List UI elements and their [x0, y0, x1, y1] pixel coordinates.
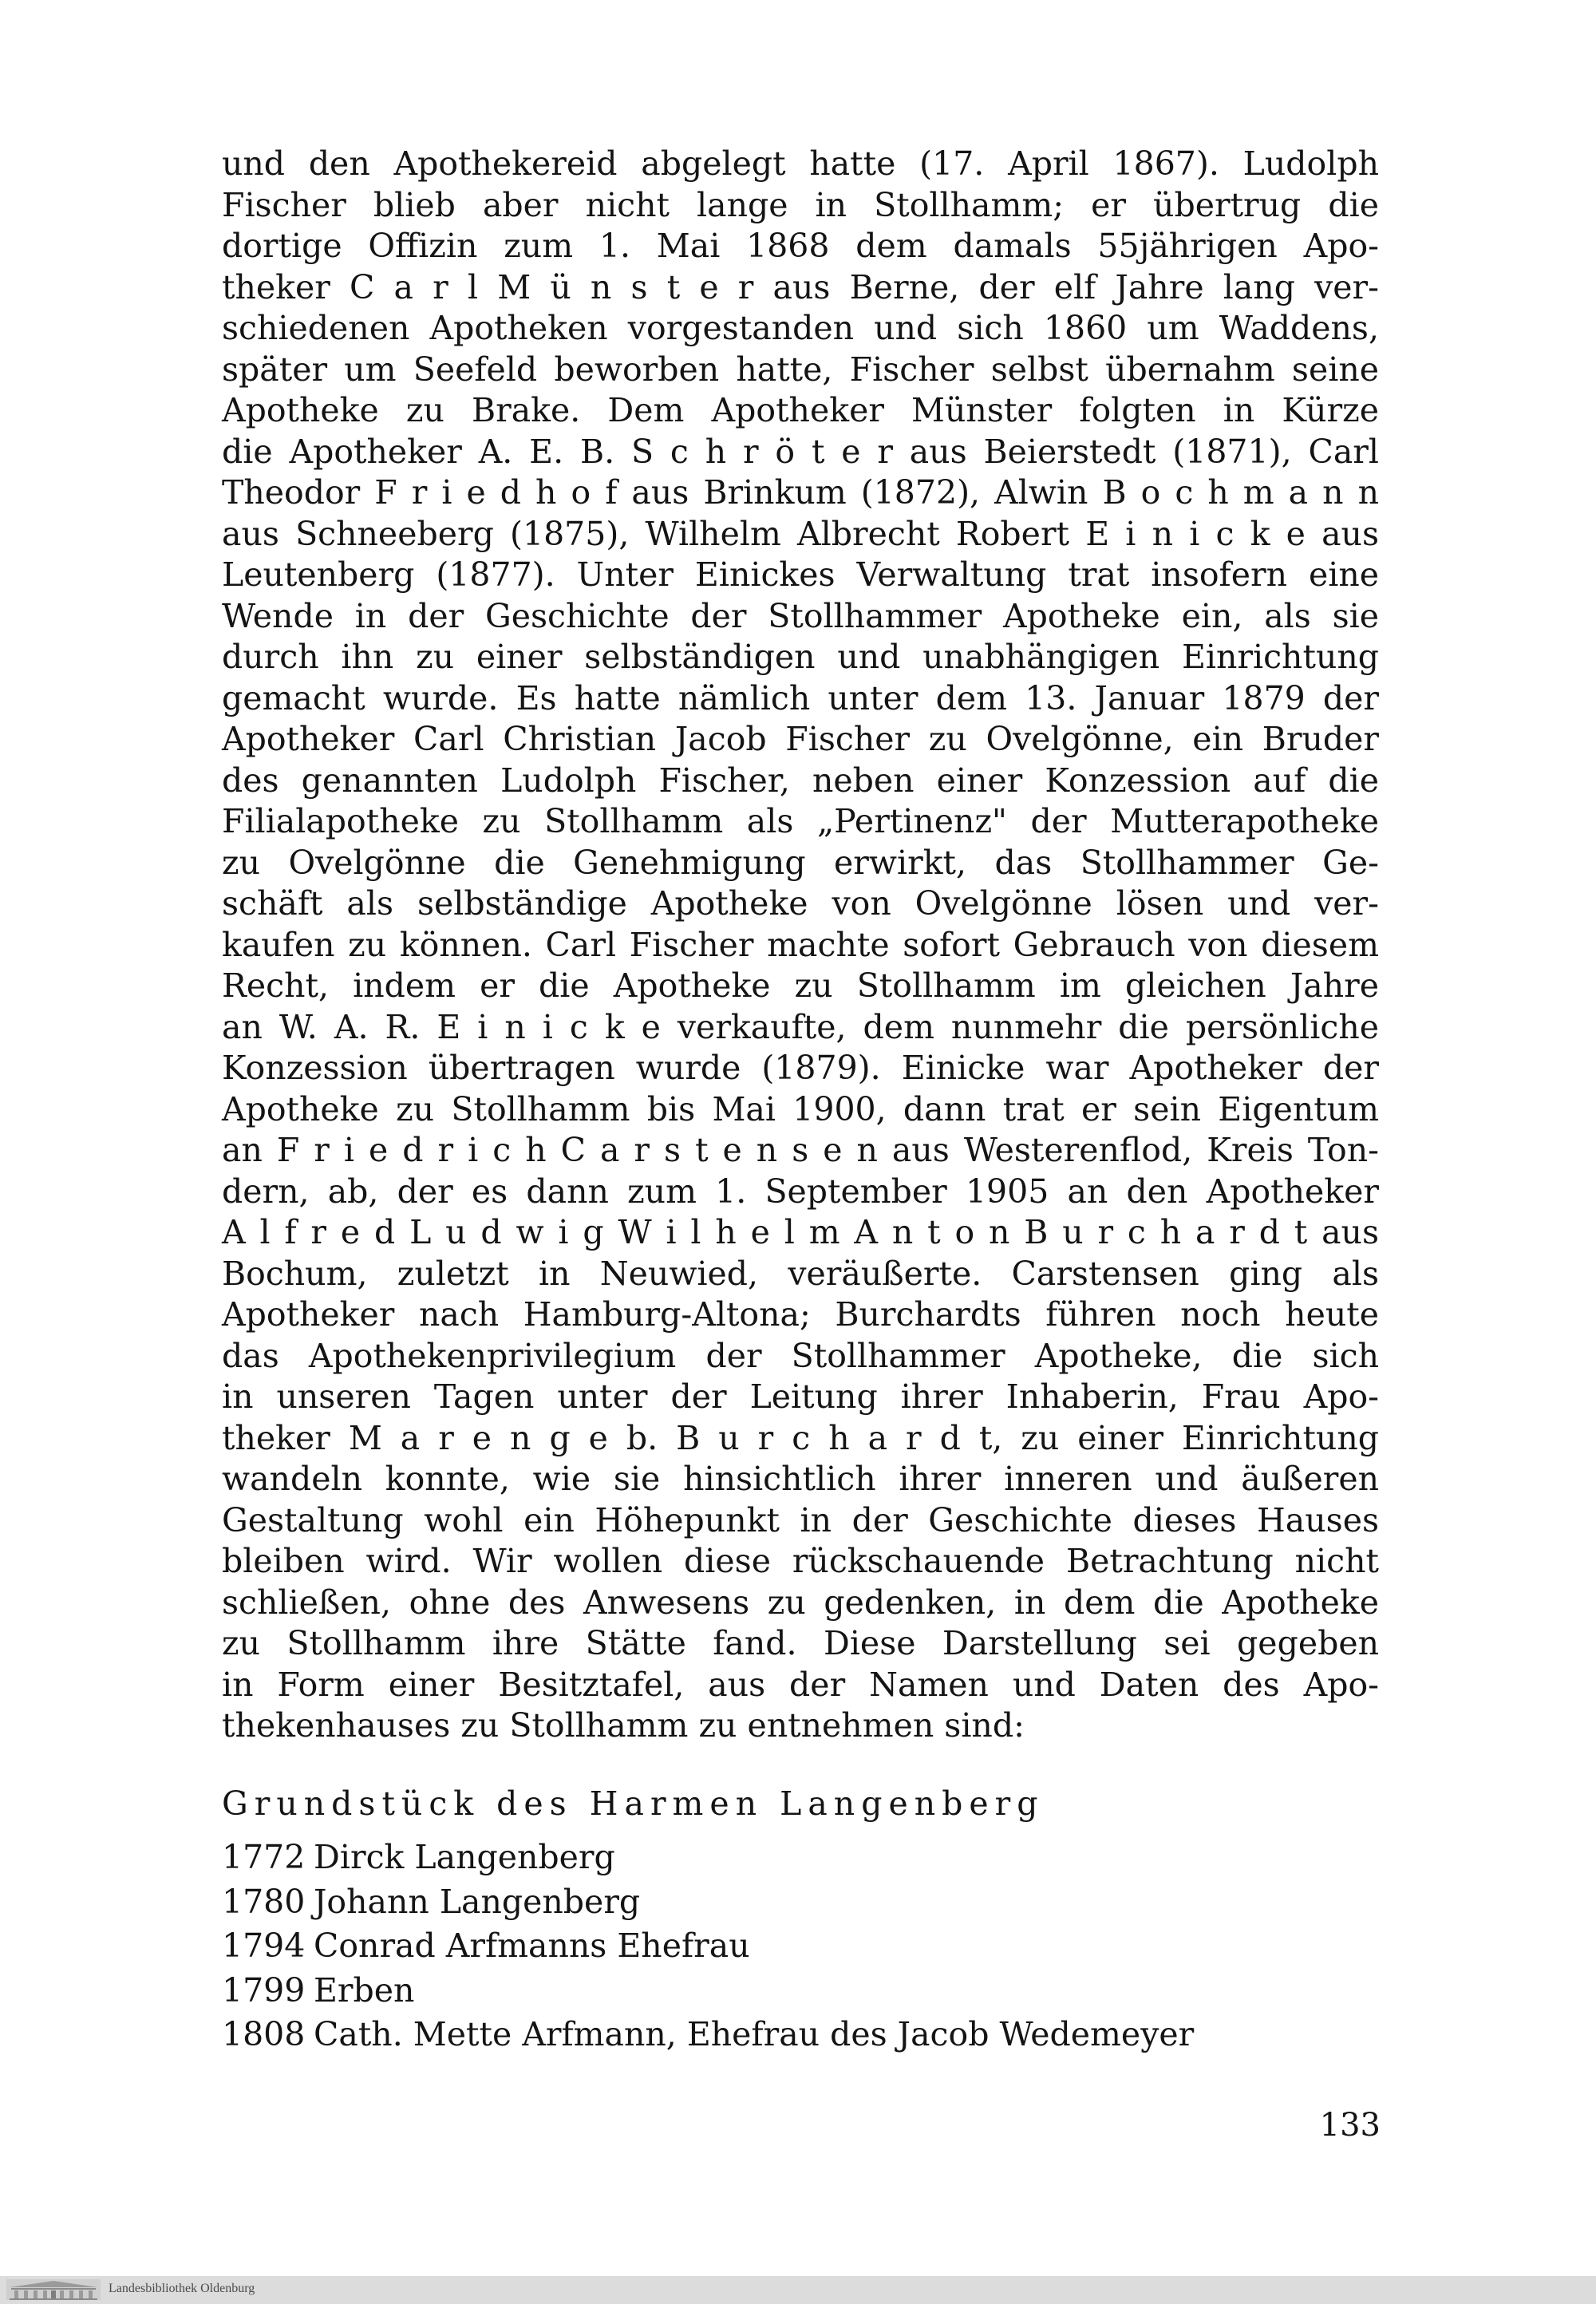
ownership-entry — [222, 1880, 1387, 1925]
text-line: des genannten Ludolph Fischer, neben einer Konzession auf die — [222, 761, 1379, 800]
text-line: Wende in der Geschichte der Stollhammer Apotheke ein, als sie — [222, 596, 1379, 635]
entry-owner: Conrad Arfmanns Ehefrau — [314, 1927, 750, 1965]
text-line: dern, ab, der es dann zum 1. September 1905 an den Apotheker — [222, 1172, 1379, 1211]
library-name: Landesbibliothek Oldenburg — [109, 2282, 255, 2295]
text-line: Bochum, zuletzt in Neuwied, veräußerte. Carstensen ging als — [222, 1254, 1379, 1293]
text-line: kaufen zu können. Carl Fischer machte sofort Gebrauch von diesem — [222, 925, 1379, 964]
text-line: an W. A. R. E i n i c k e verkaufte, dem nunmehr die persönliche — [222, 1007, 1379, 1046]
ownership-entry — [222, 1969, 1387, 2014]
text-line: aus Schneeberg (1875), Wilhelm Albrecht Robert E i n i c k e aus — [222, 514, 1379, 553]
text-line: schiedenen Apotheken vorgestanden und sich 1860 um Waddens, — [222, 309, 1379, 347]
text-line: A l f r e d L u d w i g W i l h e l m A n t o n B u r c h a r d t aus — [222, 1213, 1379, 1251]
text-line: Apotheke zu Brake. Dem Apotheker Münster folgten in Kürze — [222, 391, 1379, 429]
footer-bar — [0, 2276, 1596, 2304]
text-line: das Apothekenprivilegium der Stollhammer Apotheke, die sich — [222, 1336, 1379, 1375]
text-line: Gestaltung wohl ein Höhepunkt in der Geschichte dieses Hauses — [222, 1500, 1379, 1539]
text-line: und den Apothekereid abgelegt hatte (17. April 1867). Ludolph — [222, 144, 1379, 183]
text-line: zu Stollhamm ihre Stätte fand. Diese Darstellung sei gegeben — [222, 1624, 1379, 1662]
library-building-icon — [6, 2279, 101, 2300]
text-line: Apotheke zu Stollhamm bis Mai 1900, dann trat er sein Eigentum — [222, 1089, 1379, 1128]
text-line: Leutenberg (1877). Unter Einickes Verwaltung trat insofern eine — [222, 555, 1379, 594]
text-line: wandeln konnte, wie sie hinsichtlich ihrer inneren und äußeren — [222, 1460, 1379, 1498]
text-line: theker C a r l M ü n s t e r aus Berne, der elf Jahre lang ver- — [222, 267, 1379, 306]
text-line: schließen, ohne des Anwesens zu gedenken, in dem die Apotheke — [222, 1583, 1379, 1622]
entry-owner: Cath. Mette Arfmann, Ehefrau des Jacob Wedemeyer — [314, 2015, 1195, 2053]
ownership-entry — [222, 2013, 1387, 2057]
text-line: dortige Offizin zum 1. Mai 1868 dem damals 55jährigen Apo- — [222, 227, 1379, 265]
text-line: in unseren Tagen unter der Leitung ihrer Inhaberin, Frau Apo- — [222, 1377, 1379, 1416]
entry-year: 1780 — [222, 1882, 306, 1921]
text-line: in Form einer Besitztafel, aus der Namen und Daten des Apo- — [222, 1665, 1379, 1704]
entry-owner: Dirck Langenberg — [314, 1838, 615, 1876]
text-line: Konzession übertragen wurde (1879). Einicke war Apotheker der — [222, 1049, 1379, 1087]
entry-owner: Erben — [314, 1970, 415, 2010]
text-line: Apotheker nach Hamburg-Altona; Burchardts führen noch heute — [222, 1295, 1379, 1334]
text-line: Filialapotheke zu Stollhamm als „Pertinenz" der Mutterapotheke — [222, 802, 1379, 840]
text-line: Recht, indem er die Apotheke zu Stollhamm im gleichen Jahre — [222, 966, 1379, 1005]
text-line: theker M a r e n g e b. B u r c h a r d t, zu einer Einrichtung — [222, 1418, 1379, 1457]
text-line: durch ihn zu einer selbständigen und unabhängigen Einrichtung — [222, 638, 1379, 676]
text-line: gemacht wurde. Es hatte nämlich unter dem 13. Januar 1879 der — [222, 678, 1379, 717]
entry-year: 1794 — [222, 1927, 306, 1965]
text-line: später um Seefeld beworben hatte, Fischer selbst übernahm seine — [222, 350, 1379, 389]
page-number: 133 — [1319, 2107, 1381, 2144]
entry-year: 1772 — [222, 1838, 306, 1876]
text-line: die Apotheker A. E. B. S c h r ö t e r aus Beierstedt (1871), Carl — [222, 432, 1379, 471]
text-line: Theodor F r i e d h o f aus Brinkum (1872), Alwin B o c h m a n n — [222, 473, 1379, 512]
text-line: Apotheker Carl Christian Jacob Fischer zu Ovelgönne, ein Bruder — [222, 720, 1379, 758]
text-line: schäft als selbständige Apotheke von Ovelgönne lösen und ver- — [222, 884, 1379, 923]
body-text — [222, 144, 1379, 1747]
ownership-entry — [222, 1836, 1387, 1880]
entry-year: 1808 — [222, 2015, 306, 2053]
text-line: Fischer blieb aber nicht lange in Stollhamm; er übertrug die — [222, 185, 1379, 224]
ownership-heading: Grundstück des Harmen Langenberg — [222, 1784, 1045, 1823]
entry-year: 1799 — [222, 1970, 306, 2010]
text-line: an F r i e d r i c h C a r s t e n s e n aus Westerenflod, Kreis Ton- — [222, 1131, 1379, 1169]
ownership-list — [222, 1836, 1387, 2057]
text-line: thekenhauses zu Stollhamm zu entnehmen sind: — [222, 1706, 1025, 1745]
text-line: zu Ovelgönne die Genehmigung erwirkt, das Stollhammer Ge- — [222, 843, 1379, 882]
text-line: bleiben wird. Wir wollen diese rückschauende Betrachtung nicht — [222, 1542, 1379, 1580]
ownership-entry — [222, 1924, 1387, 1969]
entry-owner: Johann Langenberg — [314, 1882, 641, 1921]
